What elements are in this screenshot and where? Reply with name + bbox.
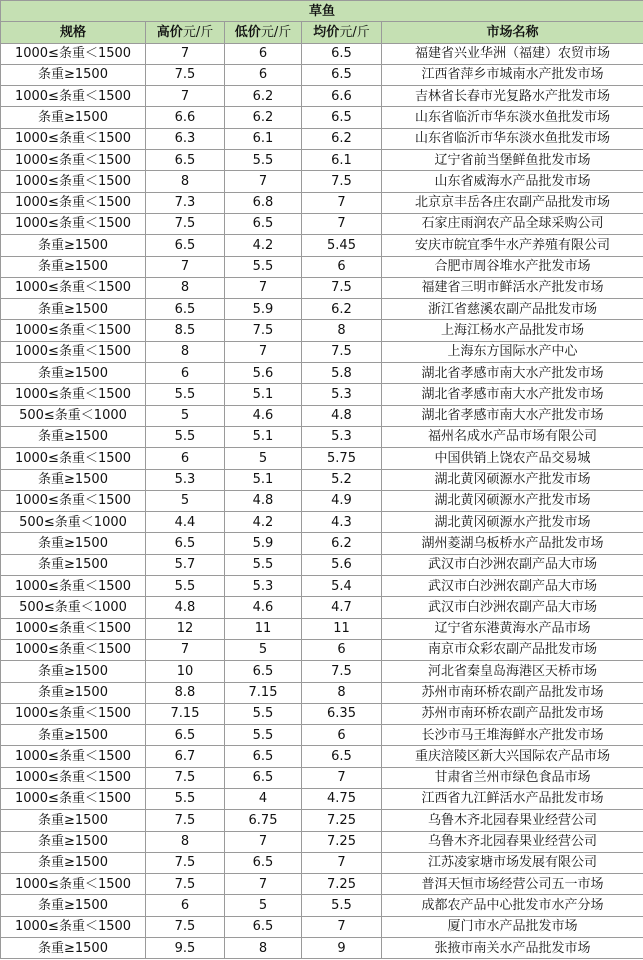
cell-spec: 1000≤条重＜1500	[1, 128, 146, 149]
cell-avg-price: 4.8	[302, 405, 382, 426]
column-header-low-price: 低价元/斤	[225, 22, 302, 43]
cell-market-name: 江西省萍乡市城南水产批发市场	[382, 64, 643, 85]
table-row	[1, 639, 643, 660]
cell-high-price: 7	[146, 43, 225, 64]
table-row	[1, 831, 643, 852]
table-row	[1, 938, 643, 959]
cell-avg-price: 6.5	[302, 64, 382, 85]
cell-high-price: 5	[146, 405, 225, 426]
cell-low-price: 5.5	[225, 150, 302, 171]
cell-avg-price: 7.25	[302, 810, 382, 831]
cell-market-name: 厦门市水产品批发市场	[382, 916, 643, 937]
cell-high-price: 6.7	[146, 746, 225, 767]
cell-spec: 1000≤条重＜1500	[1, 43, 146, 64]
cell-market-name: 安庆市皖宜季牛水产养殖有限公司	[382, 235, 643, 256]
cell-market-name: 湖北省孝感市南大水产批发市场	[382, 405, 643, 426]
cell-low-price: 6	[225, 64, 302, 85]
cell-high-price: 7.5	[146, 64, 225, 85]
table-row	[1, 874, 643, 895]
cell-low-price: 4.2	[225, 512, 302, 533]
cell-market-name: 北京京丰岳各庄农副产品批发市场	[382, 192, 643, 213]
cell-high-price: 6.5	[146, 533, 225, 554]
cell-avg-price: 5.8	[302, 363, 382, 384]
cell-market-name: 福建省三明市鲜活水产批发市场	[382, 277, 643, 298]
cell-spec: 1000≤条重＜1500	[1, 874, 146, 895]
cell-high-price: 7	[146, 86, 225, 107]
cell-spec: 条重≥1500	[1, 852, 146, 873]
cell-low-price: 7	[225, 341, 302, 362]
cell-high-price: 4.8	[146, 597, 225, 618]
cell-market-name: 上海江杨水产品批发市场	[382, 320, 643, 341]
cell-avg-price: 7	[302, 213, 382, 234]
table-row	[1, 128, 643, 149]
table-row	[1, 682, 643, 703]
table-row	[1, 107, 643, 128]
table-row	[1, 192, 643, 213]
cell-market-name: 山东省临沂市华东淡水鱼批发市场	[382, 107, 643, 128]
cell-low-price: 5.1	[225, 469, 302, 490]
cell-low-price: 6.75	[225, 810, 302, 831]
cell-high-price: 5.5	[146, 426, 225, 447]
cell-market-name: 辽宁省东港黄海水产品市场	[382, 618, 643, 639]
cell-spec: 1000≤条重＜1500	[1, 767, 146, 788]
column-header-avg-price: 均价元/斤	[302, 22, 382, 43]
cell-avg-price: 6.1	[302, 150, 382, 171]
cell-avg-price: 7	[302, 767, 382, 788]
cell-high-price: 5.3	[146, 469, 225, 490]
cell-high-price: 10	[146, 661, 225, 682]
cell-spec: 1000≤条重＜1500	[1, 192, 146, 213]
cell-market-name: 湖州菱湖乌板桥水产品批发市场	[382, 533, 643, 554]
cell-spec: 1000≤条重＜1500	[1, 171, 146, 192]
cell-high-price: 7.5	[146, 767, 225, 788]
cell-high-price: 5.5	[146, 384, 225, 405]
table-row	[1, 86, 643, 107]
cell-market-name: 苏州市南环桥农副产品批发市场	[382, 682, 643, 703]
cell-avg-price: 7.5	[302, 661, 382, 682]
column-header-high-price: 高价元/斤	[146, 22, 225, 43]
table-row	[1, 384, 643, 405]
cell-market-name: 福州名成水产品市场有限公司	[382, 426, 643, 447]
cell-avg-price: 7.25	[302, 874, 382, 895]
cell-spec: 条重≥1500	[1, 107, 146, 128]
cell-low-price: 6.5	[225, 767, 302, 788]
cell-market-name: 江苏凌家塘市场发展有限公司	[382, 852, 643, 873]
cell-high-price: 5.7	[146, 554, 225, 575]
cell-market-name: 山东省威海水产品批发市场	[382, 171, 643, 192]
cell-high-price: 8	[146, 831, 225, 852]
cell-high-price: 7.5	[146, 916, 225, 937]
cell-high-price: 12	[146, 618, 225, 639]
table-row	[1, 661, 643, 682]
table-row	[1, 426, 643, 447]
cell-low-price: 6.8	[225, 192, 302, 213]
table-row	[1, 512, 643, 533]
table-row	[1, 725, 643, 746]
table-row	[1, 618, 643, 639]
table-row	[1, 448, 643, 469]
cell-low-price: 6.5	[225, 213, 302, 234]
cell-avg-price: 4.9	[302, 490, 382, 511]
cell-avg-price: 11	[302, 618, 382, 639]
cell-high-price: 6.5	[146, 150, 225, 171]
cell-spec: 1000≤条重＜1500	[1, 916, 146, 937]
cell-low-price: 7.15	[225, 682, 302, 703]
cell-spec: 条重≥1500	[1, 299, 146, 320]
table-row	[1, 788, 643, 809]
cell-market-name: 苏州市南环桥农副产品批发市场	[382, 703, 643, 724]
cell-low-price: 5.1	[225, 426, 302, 447]
cell-market-name: 浙江省慈溪农副产品批发市场	[382, 299, 643, 320]
cell-high-price: 5.5	[146, 788, 225, 809]
cell-spec: 条重≥1500	[1, 661, 146, 682]
cell-high-price: 9.5	[146, 938, 225, 959]
cell-spec: 条重≥1500	[1, 235, 146, 256]
cell-low-price: 7	[225, 277, 302, 298]
cell-avg-price: 5.6	[302, 554, 382, 575]
cell-high-price: 5.5	[146, 576, 225, 597]
cell-market-name: 甘肃省兰州市绿色食品市场	[382, 767, 643, 788]
cell-spec: 1000≤条重＜1500	[1, 277, 146, 298]
cell-avg-price: 4.75	[302, 788, 382, 809]
cell-low-price: 4	[225, 788, 302, 809]
cell-market-name: 武汉市白沙洲农副产品大市场	[382, 576, 643, 597]
cell-low-price: 6.5	[225, 852, 302, 873]
table-row	[1, 852, 643, 873]
cell-avg-price: 4.3	[302, 512, 382, 533]
cell-market-name: 合肥市周谷堆水产批发市场	[382, 256, 643, 277]
cell-low-price: 5	[225, 448, 302, 469]
cell-avg-price: 7	[302, 916, 382, 937]
cell-avg-price: 7.25	[302, 831, 382, 852]
cell-spec: 1000≤条重＜1500	[1, 341, 146, 362]
cell-avg-price: 7	[302, 852, 382, 873]
cell-low-price: 6.5	[225, 746, 302, 767]
table-row	[1, 43, 643, 64]
cell-high-price: 6	[146, 895, 225, 916]
cell-high-price: 8.8	[146, 682, 225, 703]
cell-high-price: 4.4	[146, 512, 225, 533]
cell-spec: 条重≥1500	[1, 554, 146, 575]
cell-high-price: 6.5	[146, 725, 225, 746]
cell-low-price: 4.8	[225, 490, 302, 511]
cell-low-price: 8	[225, 938, 302, 959]
cell-high-price: 6.6	[146, 107, 225, 128]
cell-market-name: 湖北省孝感市南大水产批发市场	[382, 384, 643, 405]
cell-market-name: 长沙市马王堆海鲜水产批发市场	[382, 725, 643, 746]
cell-spec: 1000≤条重＜1500	[1, 746, 146, 767]
cell-spec: 条重≥1500	[1, 895, 146, 916]
cell-avg-price: 6.2	[302, 128, 382, 149]
cell-avg-price: 5.45	[302, 235, 382, 256]
cell-spec: 1000≤条重＜1500	[1, 86, 146, 107]
cell-avg-price: 6.2	[302, 299, 382, 320]
table-title: 草鱼	[1, 1, 643, 22]
cell-avg-price: 6.5	[302, 746, 382, 767]
cell-high-price: 7	[146, 256, 225, 277]
table-title-row	[1, 1, 643, 22]
cell-high-price: 7	[146, 639, 225, 660]
table-row	[1, 810, 643, 831]
cell-high-price: 7.3	[146, 192, 225, 213]
table-row	[1, 469, 643, 490]
cell-low-price: 5.5	[225, 554, 302, 575]
cell-low-price: 5.5	[225, 703, 302, 724]
cell-spec: 1000≤条重＜1500	[1, 150, 146, 171]
cell-avg-price: 5.75	[302, 448, 382, 469]
cell-market-name: 乌鲁木齐北园春果业经营公司	[382, 831, 643, 852]
cell-low-price: 6.5	[225, 916, 302, 937]
cell-low-price: 4.2	[225, 235, 302, 256]
cell-spec: 500≤条重＜1000	[1, 512, 146, 533]
cell-avg-price: 5.3	[302, 426, 382, 447]
column-header-row	[1, 22, 643, 43]
cell-low-price: 7	[225, 171, 302, 192]
cell-spec: 1000≤条重＜1500	[1, 448, 146, 469]
table-row	[1, 576, 643, 597]
cell-high-price: 6.5	[146, 299, 225, 320]
cell-spec: 1000≤条重＜1500	[1, 490, 146, 511]
cell-low-price: 6	[225, 43, 302, 64]
cell-avg-price: 5.3	[302, 384, 382, 405]
table-row	[1, 363, 643, 384]
table-row	[1, 320, 643, 341]
cell-low-price: 6.5	[225, 661, 302, 682]
cell-high-price: 7.5	[146, 874, 225, 895]
cell-low-price: 7	[225, 831, 302, 852]
cell-market-name: 山东省临沂市华东淡水鱼批发市场	[382, 128, 643, 149]
cell-spec: 1000≤条重＜1500	[1, 788, 146, 809]
cell-market-name: 乌鲁木齐北园春果业经营公司	[382, 810, 643, 831]
cell-low-price: 6.2	[225, 86, 302, 107]
cell-low-price: 5.5	[225, 256, 302, 277]
cell-low-price: 6.1	[225, 128, 302, 149]
cell-spec: 条重≥1500	[1, 363, 146, 384]
cell-market-name: 张掖市南关水产品批发市场	[382, 938, 643, 959]
cell-spec: 1000≤条重＜1500	[1, 213, 146, 234]
cell-high-price: 8	[146, 171, 225, 192]
cell-low-price: 5	[225, 639, 302, 660]
table-row	[1, 341, 643, 362]
cell-spec: 条重≥1500	[1, 533, 146, 554]
table-row	[1, 405, 643, 426]
cell-market-name: 重庆涪陵区新大兴国际农产品市场	[382, 746, 643, 767]
cell-low-price: 5.5	[225, 725, 302, 746]
cell-market-name: 武汉市白沙洲农副产品大市场	[382, 554, 643, 575]
cell-spec: 条重≥1500	[1, 426, 146, 447]
cell-market-name: 湖北黄冈硕源水产批发市场	[382, 490, 643, 511]
cell-avg-price: 6.5	[302, 107, 382, 128]
cell-market-name: 普洱天恒市场经营公司五一市场	[382, 874, 643, 895]
cell-low-price: 4.6	[225, 597, 302, 618]
column-header-market-name: 市场名称	[382, 22, 643, 43]
cell-spec: 条重≥1500	[1, 831, 146, 852]
cell-spec: 1000≤条重＜1500	[1, 384, 146, 405]
table-row	[1, 64, 643, 85]
cell-market-name: 上海东方国际水产中心	[382, 341, 643, 362]
table-body	[1, 43, 643, 959]
column-header-spec: 规格	[1, 22, 146, 43]
cell-market-name: 中国供销上饶农产品交易城	[382, 448, 643, 469]
cell-market-name: 江西省九江鲜活水产品批发市场	[382, 788, 643, 809]
cell-high-price: 8.5	[146, 320, 225, 341]
cell-avg-price: 6.35	[302, 703, 382, 724]
cell-low-price: 6.2	[225, 107, 302, 128]
cell-spec: 条重≥1500	[1, 256, 146, 277]
cell-avg-price: 6.2	[302, 533, 382, 554]
cell-spec: 条重≥1500	[1, 938, 146, 959]
cell-avg-price: 8	[302, 320, 382, 341]
cell-spec: 1000≤条重＜1500	[1, 618, 146, 639]
cell-high-price: 6	[146, 448, 225, 469]
cell-high-price: 8	[146, 341, 225, 362]
cell-low-price: 5.9	[225, 299, 302, 320]
cell-low-price: 5.1	[225, 384, 302, 405]
cell-high-price: 6	[146, 363, 225, 384]
cell-spec: 1000≤条重＜1500	[1, 703, 146, 724]
cell-market-name: 石家庄雨润农产品全球采购公司	[382, 213, 643, 234]
cell-low-price: 4.6	[225, 405, 302, 426]
cell-low-price: 5.9	[225, 533, 302, 554]
cell-market-name: 河北省秦皇岛海港区天桥市场	[382, 661, 643, 682]
cell-avg-price: 5.2	[302, 469, 382, 490]
cell-avg-price: 7.5	[302, 171, 382, 192]
cell-market-name: 湖北省孝感市南大水产批发市场	[382, 363, 643, 384]
cell-avg-price: 7	[302, 192, 382, 213]
cell-spec: 条重≥1500	[1, 64, 146, 85]
cell-high-price: 8	[146, 277, 225, 298]
cell-avg-price: 7.5	[302, 341, 382, 362]
cell-spec: 1000≤条重＜1500	[1, 320, 146, 341]
table-row	[1, 916, 643, 937]
table-row	[1, 150, 643, 171]
cell-low-price: 5.6	[225, 363, 302, 384]
cell-market-name: 辽宁省前当堡鲜鱼批发市场	[382, 150, 643, 171]
cell-low-price: 5.3	[225, 576, 302, 597]
table-row	[1, 746, 643, 767]
cell-high-price: 5	[146, 490, 225, 511]
cell-spec: 500≤条重＜1000	[1, 405, 146, 426]
cell-spec: 1000≤条重＜1500	[1, 576, 146, 597]
cell-high-price: 7.15	[146, 703, 225, 724]
cell-market-name: 成都农产品中心批发市水产分场	[382, 895, 643, 916]
cell-spec: 条重≥1500	[1, 810, 146, 831]
table-row	[1, 235, 643, 256]
table-row	[1, 490, 643, 511]
table-row	[1, 554, 643, 575]
table-row	[1, 171, 643, 192]
table-row	[1, 703, 643, 724]
cell-spec: 500≤条重＜1000	[1, 597, 146, 618]
cell-avg-price: 6	[302, 725, 382, 746]
cell-market-name: 南京市众彩农副产品批发市场	[382, 639, 643, 660]
cell-avg-price: 5.5	[302, 895, 382, 916]
table-row	[1, 767, 643, 788]
cell-avg-price: 8	[302, 682, 382, 703]
cell-avg-price: 6.5	[302, 43, 382, 64]
table-row	[1, 299, 643, 320]
cell-spec: 1000≤条重＜1500	[1, 639, 146, 660]
table-row	[1, 597, 643, 618]
cell-high-price: 6.5	[146, 235, 225, 256]
table-row	[1, 256, 643, 277]
cell-high-price: 7.5	[146, 810, 225, 831]
cell-avg-price: 6	[302, 256, 382, 277]
cell-market-name: 湖北黄冈硕源水产批发市场	[382, 469, 643, 490]
cell-spec: 条重≥1500	[1, 469, 146, 490]
cell-avg-price: 5.4	[302, 576, 382, 597]
cell-high-price: 7.5	[146, 213, 225, 234]
cell-market-name: 福建省兴业华洲（福建）农贸市场	[382, 43, 643, 64]
cell-avg-price: 6.6	[302, 86, 382, 107]
table-row	[1, 277, 643, 298]
cell-high-price: 7.5	[146, 852, 225, 873]
cell-market-name: 吉林省长春市光复路水产批发市场	[382, 86, 643, 107]
cell-avg-price: 9	[302, 938, 382, 959]
cell-low-price: 11	[225, 618, 302, 639]
cell-low-price: 5	[225, 895, 302, 916]
cell-high-price: 6.3	[146, 128, 225, 149]
table-row	[1, 533, 643, 554]
cell-market-name: 武汉市白沙洲农副产品大市场	[382, 597, 643, 618]
cell-low-price: 7	[225, 874, 302, 895]
cell-avg-price: 7.5	[302, 277, 382, 298]
cell-avg-price: 6	[302, 639, 382, 660]
cell-spec: 条重≥1500	[1, 725, 146, 746]
cell-avg-price: 4.7	[302, 597, 382, 618]
cell-low-price: 7.5	[225, 320, 302, 341]
cell-spec: 条重≥1500	[1, 682, 146, 703]
table-row	[1, 213, 643, 234]
cell-market-name: 湖北黄冈硕源水产批发市场	[382, 512, 643, 533]
table-row	[1, 895, 643, 916]
